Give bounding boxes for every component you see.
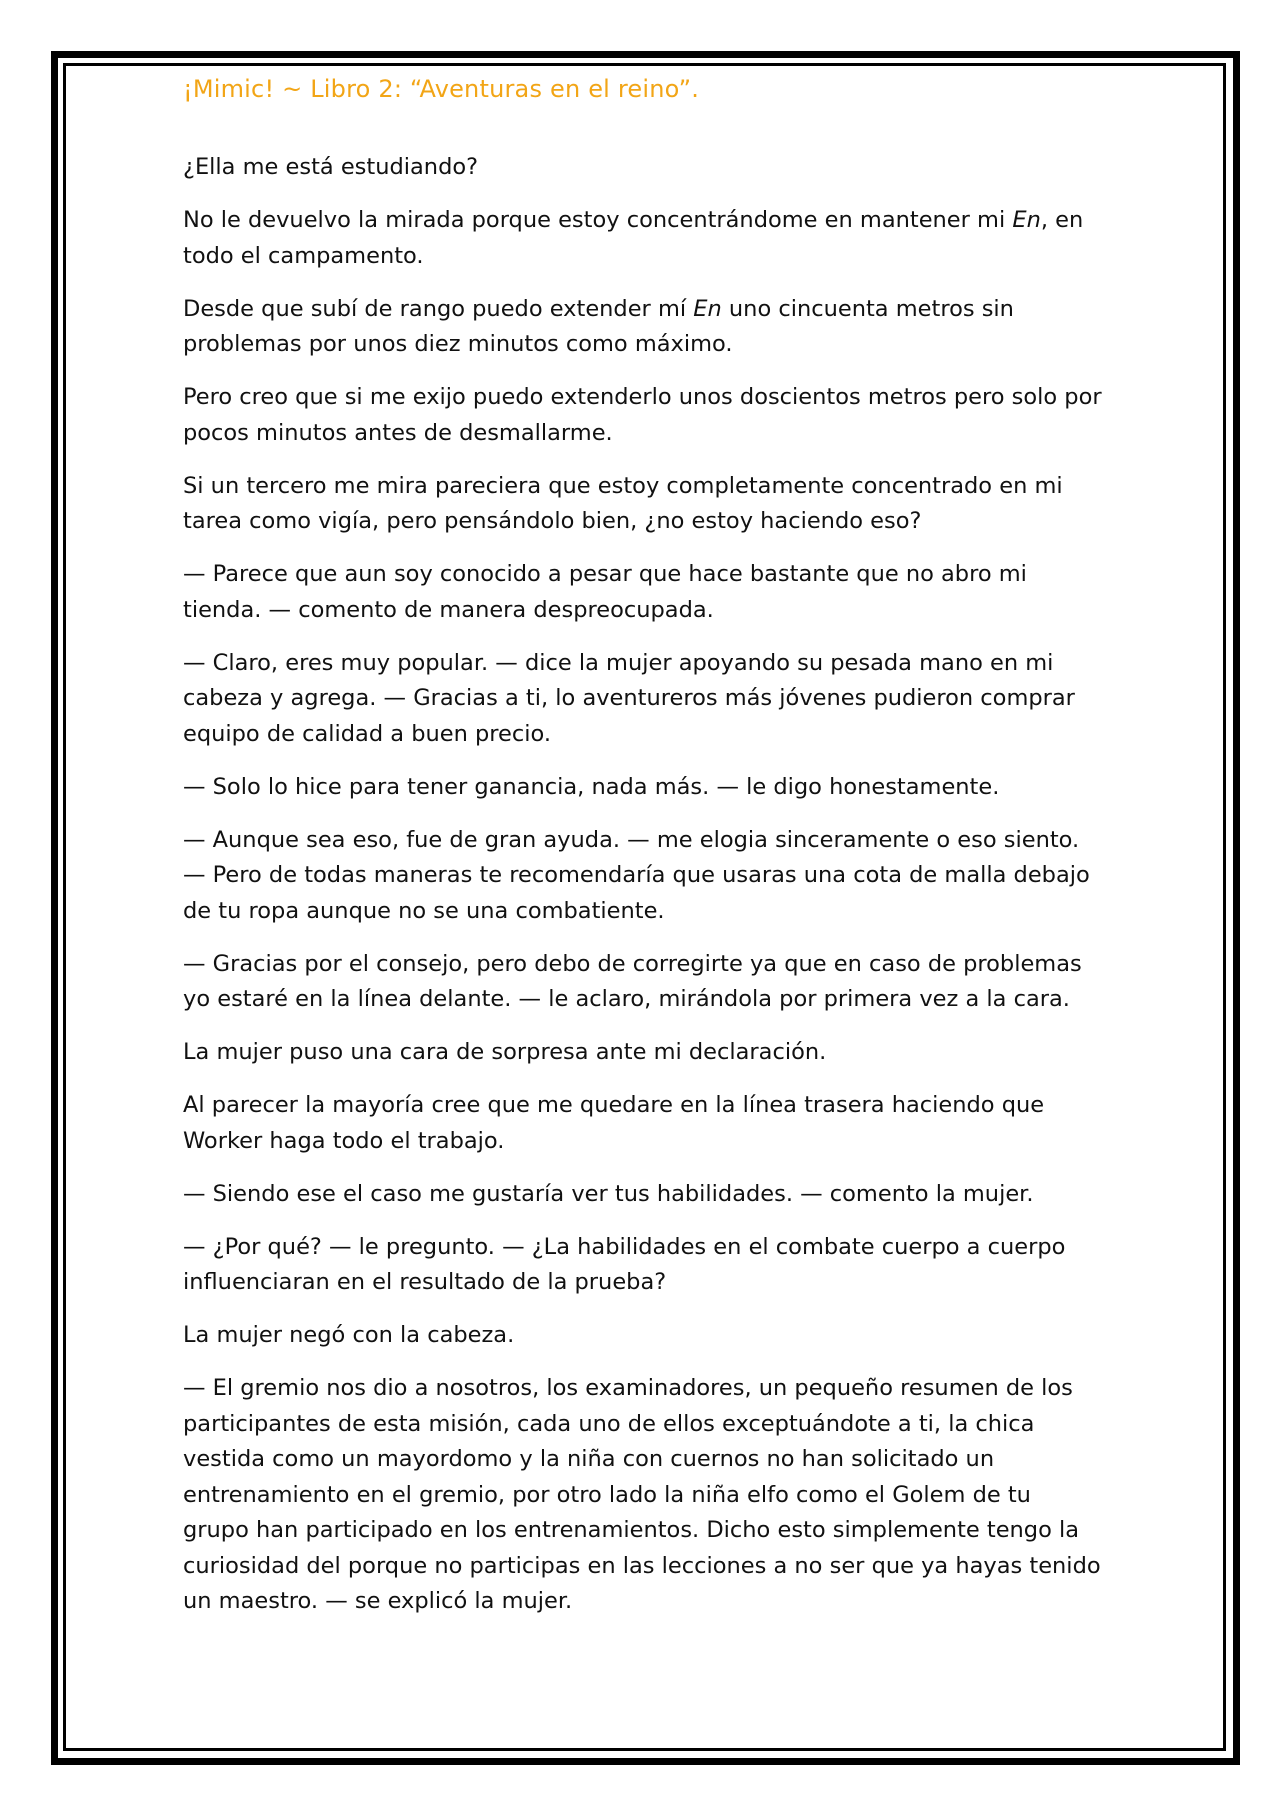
paragraph: Desde que subí de rango puedo extender mí En uno cincuenta metros sin problemas por unos diez minutos como máximo.	[183, 295, 1014, 357]
paragraph: — Siendo ese el caso me gustaría ver tus habilidades. — comento la mujer.	[183, 1180, 1034, 1207]
paragraph: Al parecer la mayoría cree que me quedare en la línea trasera haciendo que Worker haga todo el trabajo.	[183, 1092, 1045, 1154]
paragraph: Pero creo que si me exijo puedo extenderlo unos doscientos metros pero solo por pocos minutos antes de desmallarme.	[183, 384, 1102, 446]
paragraph: — ¿Por qué? — le pregunto. — ¿La habilidades en el combate cuerpo a cuerpo influenciaran en el resultado de la prueba?	[183, 1233, 1066, 1295]
paragraph: — Claro, eres muy popular. — dice la mujer apoyando su pesada mano en mi cabeza y agrega. — Gracias a ti, lo aventureros más jóvenes pudieron comprar equipo de calidad a buen precio.	[183, 649, 1075, 747]
page-content	[183, 72, 1103, 1637]
paragraph: — Solo lo hice para tener ganancia, nada más. — le digo honestamente.	[183, 773, 1000, 800]
paragraph: — El gremio nos dio a nosotros, los examinadores, un pequeño resumen de los participantes de esta misión, cada uno de ellos exceptuándote a ti, la chica vestida como un mayordomo y la niña con cuernos no han solicitado un entrenamiento en el gremio, por otro lado la niña elfo como el Golem de tu grupo han participado en los entrenamientos. Dicho esto simplemente tengo la curiosidad del porque no participas en las lecciones a no ser que ya hayas tenido un maestro. — se explicó la mujer.	[183, 1375, 1101, 1614]
running-header: ¡Mimic! ~ Libro 2: “Aventuras en el reino”.	[183, 75, 700, 103]
italic-term: En	[1012, 207, 1041, 233]
paragraph: — Parece que aun soy conocido a pesar que hace bastante que no abro mi tienda. — comento de manera despreocupada.	[183, 561, 1027, 623]
italic-term: En	[693, 295, 722, 322]
paragraph: — Aunque sea eso, fue de gran ayuda. — me elogia sinceramente o eso siento. — Pero de todas maneras te recomendaría que usaras una cota de malla debajo de tu ropa aunque no se una combatiente.	[183, 826, 1090, 924]
paragraph: No le devuelvo la mirada porque estoy concentrándome en mantener mi En, en todo el campamento.	[183, 207, 1084, 269]
paragraph: — Gracias por el consejo, pero debo de corregirte ya que en caso de problemas yo estaré en la línea delante. — le aclaro, mirándola por primera vez a la cara.	[183, 950, 1082, 1012]
paragraph: ¿Ella me está estudiando?	[183, 154, 479, 180]
paragraph: La mujer puso una cara de sorpresa ante mi declaración.	[183, 1039, 827, 1065]
paragraph: La mujer negó con la cabeza.	[183, 1322, 515, 1348]
paragraph: Si un tercero me mira pareciera que estoy completamente concentrado en mi tarea como vigía, pero pensándolo bien, ¿no estoy haciendo eso?	[183, 472, 1063, 534]
